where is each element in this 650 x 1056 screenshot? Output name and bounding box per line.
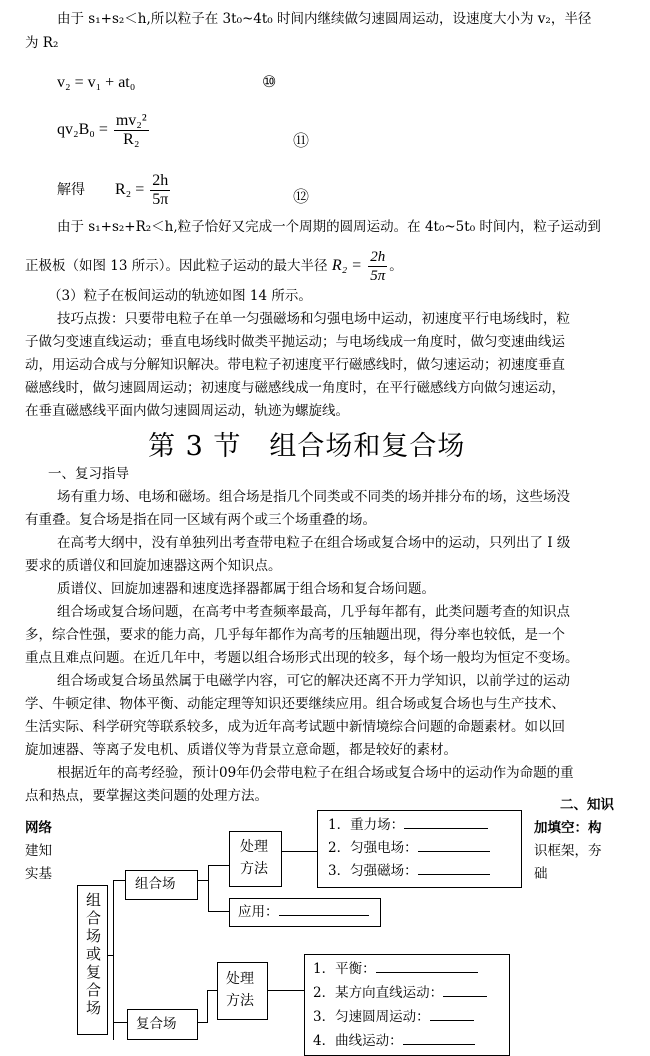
tree-trunk-line (113, 880, 114, 1040)
application-row (238, 900, 369, 924)
solution-line-4-text: 正极板（如图 13 所示）。因此粒子运动的最大半径 (25, 258, 328, 274)
root-node-box (77, 885, 108, 1035)
paragraph-line: 组合场或复合场虽然属于电磁学内容，可它的解决还离不开力学知识，以前学过的运动 (57, 673, 570, 689)
side-label-left-3: 实基 (25, 866, 52, 882)
list-item-label: 1．重力场： (328, 817, 405, 833)
tips-line-3: 动，用运动合成与分解知识解决。带电粒子初速度平行磁感线时，做匀速运动；初速度垂直 (25, 357, 565, 373)
fill-blank[interactable] (443, 983, 487, 997)
method1-list-line (280, 851, 317, 852)
solution-line-3: 由于 s₁+s₂+R₂＜h,粒子恰好又完成一个周期的圆周运动。在 4t₀~5t₀ 时间内，粒子运动到 (57, 219, 601, 235)
equation-11-fraction (114, 112, 149, 149)
list-item (313, 957, 478, 981)
list-item-label: 2．匀强电场： (328, 840, 418, 856)
equation-10: v₂ = v₁ + at₀ (57, 74, 136, 91)
solution-line-4-numerator: 2h (370, 249, 386, 265)
solution-line-4 (25, 248, 403, 285)
branch1-method-line (208, 865, 229, 866)
branch-combined-field (125, 870, 198, 900)
fill-blank[interactable] (418, 861, 490, 875)
list-item (328, 859, 490, 883)
list-item (313, 1005, 474, 1029)
tips-line-5: 在垂直磁感线平面内做匀速圆周运动，轨迹为螺旋线。 (25, 403, 349, 419)
paragraph-line: 组合场或复合场问题，在高考中考查频率最高，几乎每年都有，此类问题考查的知识点 (57, 604, 570, 620)
section-title: 第 3 节 组合场和复合场 (148, 431, 466, 462)
side-label-left-1: 网络 (25, 820, 52, 836)
branch1-app-line (208, 911, 229, 912)
method-box-1-label: 处理方法 (240, 839, 268, 877)
paragraph-line: 点和热点，要掌握这类问题的处理方法。 (25, 788, 268, 804)
paragraph-line: 质谱仪、回旋加速器和速度选择器都属于组合场和复合场问题。 (57, 581, 435, 597)
paragraph-line: 要求的质谱仪和回旋加速器这两个知识点。 (25, 558, 282, 574)
branch2-split-line (207, 990, 208, 1023)
side-label-right-1: 二、知识 (560, 797, 614, 813)
branch1-split-line (208, 865, 209, 911)
list-item (313, 1029, 475, 1053)
paragraph-line: 旋加速器、等离子发电机、质谱仪等为背景立意命题，都是较好的素材。 (25, 742, 457, 758)
equation-12-fraction (150, 172, 170, 209)
side-label-right-3: 识框架，夯 (534, 843, 602, 859)
method-box-2-label: 处理方法 (226, 971, 254, 1009)
equation-11 (57, 112, 151, 149)
side-label-right-2 (534, 817, 602, 840)
field-list-box (317, 810, 522, 888)
method2-list-line (266, 990, 304, 991)
solution-line-2: 为 R₂ (25, 35, 59, 51)
list-item-label: 3．匀强磁场： (328, 863, 418, 879)
tips-line-1: 技巧点拨：只要带电粒子在单一匀强磁场和匀强电场中运动，初速度平行电场线时，粒 (57, 311, 570, 327)
paragraph-line: 场有重力场、电场和磁场。组合场是指几个同类或不同类的场并排分布的场，这些场没 (57, 489, 570, 505)
paragraph-line: 多，综合性强，要求的能力高，几乎每年都作为高考的压轴题出现，得分率也较低，是一个 (25, 627, 565, 643)
branch2-method-line (207, 990, 217, 991)
paragraph-line: 重点且难点问题。在近几年中，考题以组合场形式出现的较多，每个场一般均为恒定不变场。 (25, 650, 579, 666)
paragraph-line: 有重叠。复合场是指在同一区域有两个或三个场重叠的场。 (25, 512, 376, 528)
paragraph-line: 学、牛顿定律、物体平衡、动能定理等知识还要继续应用。组合场或复合场也与生产技术、 (25, 696, 565, 712)
root-node-label: 组合场或复合场 (84, 892, 102, 1018)
paragraph-line: 生活实际、科学研究等联系较多，成为近年高考试题中新情境综合问题的命题素材。如以回 (25, 719, 565, 735)
application-label: 应用： (238, 904, 279, 920)
equation-11-numerator: mv₂² (115, 112, 147, 129)
list-item-label: 2．某方向直线运动： (313, 985, 444, 1001)
list-item-label: 4．曲线运动： (313, 1033, 403, 1049)
tree-branch2-line (113, 1022, 127, 1023)
branch-combined-field-label: 组合场 (135, 876, 176, 892)
list-item (328, 836, 490, 860)
list-item-label: 3．匀速圆周运动： (313, 1009, 430, 1025)
solution-line-4-fraction (368, 248, 387, 285)
tree-branch1-line (113, 880, 125, 881)
equation-12 (57, 172, 172, 209)
tips-line-4: 磁感线时，做匀速圆周运动；初速度与磁感线成一角度时，在平行磁感线方向做匀速运动， (25, 380, 565, 396)
solution-line-4-end: 。 (389, 258, 403, 274)
side-label-right-2-text: 加填空：构 (534, 820, 602, 836)
branch-complex-field-label: 复合场 (136, 1016, 177, 1032)
list-item-label: 1．平衡： (313, 961, 376, 977)
application-blank[interactable] (279, 902, 369, 916)
solution-line-1: 由于 s₁+s₂＜h,所以粒子在 3t₀~4t₀ 时间内继续做匀速圆周运动，设速度大小为 v₂，半径 (57, 11, 592, 27)
fill-blank[interactable] (403, 1031, 475, 1045)
equation-12-tag: ⑫ (293, 187, 310, 206)
equation-12-lhs: R₂ = (115, 181, 145, 199)
side-label-left-2: 建知 (25, 843, 52, 859)
branch-complex-field (127, 1009, 198, 1040)
method-box-1 (229, 831, 282, 887)
solution-line-5: （3）粒子在板间运动的轨迹如图 14 所示。 (48, 288, 312, 304)
section-heading-review: 一、复习指导 (48, 466, 129, 482)
equation-12-prefix: 解得 (57, 182, 85, 199)
paragraph-line: 根据近年的高考经验，预计09年仍会带电粒子在组合场或复合场中的运动作为命题的重 (57, 765, 574, 781)
fill-blank[interactable] (418, 838, 490, 852)
equation-12-denominator: 5π (152, 191, 169, 208)
fill-blank[interactable] (430, 1007, 474, 1021)
fill-blank[interactable] (376, 959, 478, 973)
list-item (328, 813, 488, 837)
application-box (229, 898, 381, 927)
paragraph-line: 在高考大纲中，没有单独列出考查带电粒子在组合场或复合场中的运动，只列出了 I 级 (57, 535, 571, 551)
list-item (313, 981, 487, 1005)
equation-12-numerator: 2h (152, 172, 169, 189)
solution-line-4-lhs: R₂ = (331, 257, 362, 274)
equation-10-tag: ⑩ (262, 72, 277, 91)
side-label-right-4: 础 (534, 866, 548, 882)
fill-blank[interactable] (404, 815, 488, 829)
equation-11-tag: ⑪ (293, 131, 310, 150)
solution-line-4-denominator: 5π (370, 268, 386, 284)
method-box-2 (217, 962, 268, 1020)
tips-line-2: 子做匀变速直线运动；垂直电场线时做类平抛运动；与电场线成一角度时，做匀变速曲线运 (25, 334, 565, 350)
equation-11-lhs: qv₂B₀ = (57, 121, 108, 139)
motion-list-box (304, 954, 510, 1056)
equation-11-denominator: R₂ (123, 131, 140, 148)
